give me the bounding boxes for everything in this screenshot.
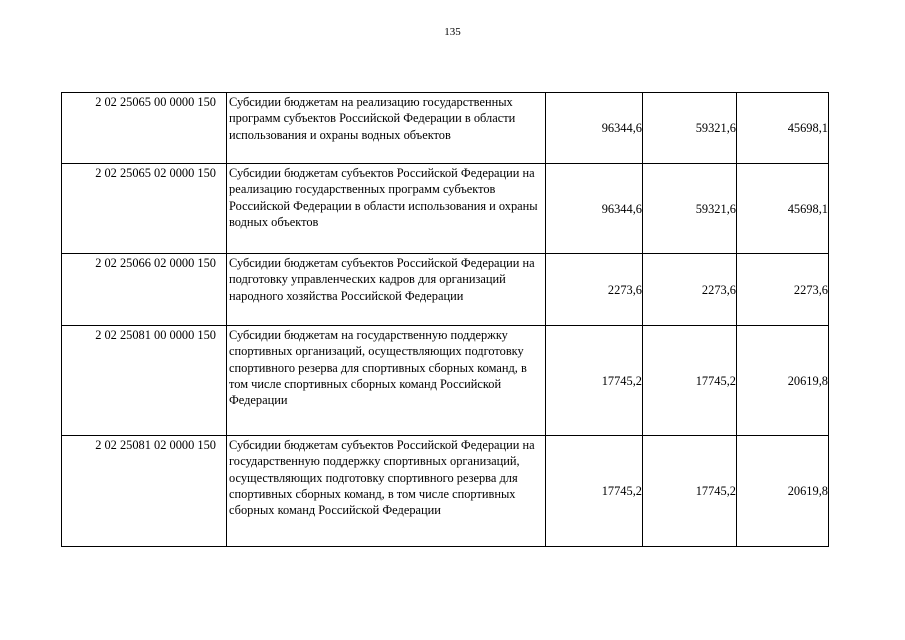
income-name: Субсидии бюджетам субъектов Российской Федерации на государственную поддержку спортивных организаций, осуществляющих подготовку спортивного резерва для спортивных сборных команд, в том числе спортивных сборных команд Российской Федерации [227,436,546,547]
amount-year-1: 2273,6 [546,254,643,326]
table-row [62,254,829,326]
income-name: Субсидии бюджетам субъектов Российской Федерации на подготовку управленческих кадров для организаций народного хозяйства Российской Федерации [227,254,546,326]
classification-code: 2 02 25081 00 0000 150 [62,326,227,436]
classification-code: 2 02 25065 00 0000 150 [62,93,227,164]
amount-year-3: 45698,1 [737,93,829,164]
table-row [62,436,829,547]
amount-year-2: 17745,2 [643,436,737,547]
table-row [62,326,829,436]
amount-year-2: 17745,2 [643,326,737,436]
classification-code: 2 02 25066 02 0000 150 [62,254,227,326]
budget-table [61,92,829,547]
page-number: 135 [444,26,461,38]
table-row [62,93,829,164]
income-name: Субсидии бюджетам на реализацию государственных программ субъектов Российской Федерации в области использования и охраны водных объектов [227,93,546,164]
amount-year-3: 2273,6 [737,254,829,326]
amount-year-3: 20619,8 [737,326,829,436]
classification-code: 2 02 25081 02 0000 150 [62,436,227,547]
income-name: Субсидии бюджетам субъектов Российской Федерации на реализацию государственных программ субъектов Российской Федерации в области использования и охраны водных объектов [227,164,546,254]
amount-year-1: 17745,2 [546,436,643,547]
classification-code: 2 02 25065 02 0000 150 [62,164,227,254]
amount-year-3: 45698,1 [737,164,829,254]
amount-year-1: 17745,2 [546,326,643,436]
amount-year-3: 20619,8 [737,436,829,547]
amount-year-1: 96344,6 [546,93,643,164]
amount-year-2: 2273,6 [643,254,737,326]
amount-year-2: 59321,6 [643,164,737,254]
income-name: Субсидии бюджетам на государственную поддержку спортивных организаций, осуществляющих подготовку спортивного резерва для спортивных сборных команд, в том числе спортивных сборных команд Российской Федерации [227,326,546,436]
table-row [62,164,829,254]
amount-year-2: 59321,6 [643,93,737,164]
amount-year-1: 96344,6 [546,164,643,254]
